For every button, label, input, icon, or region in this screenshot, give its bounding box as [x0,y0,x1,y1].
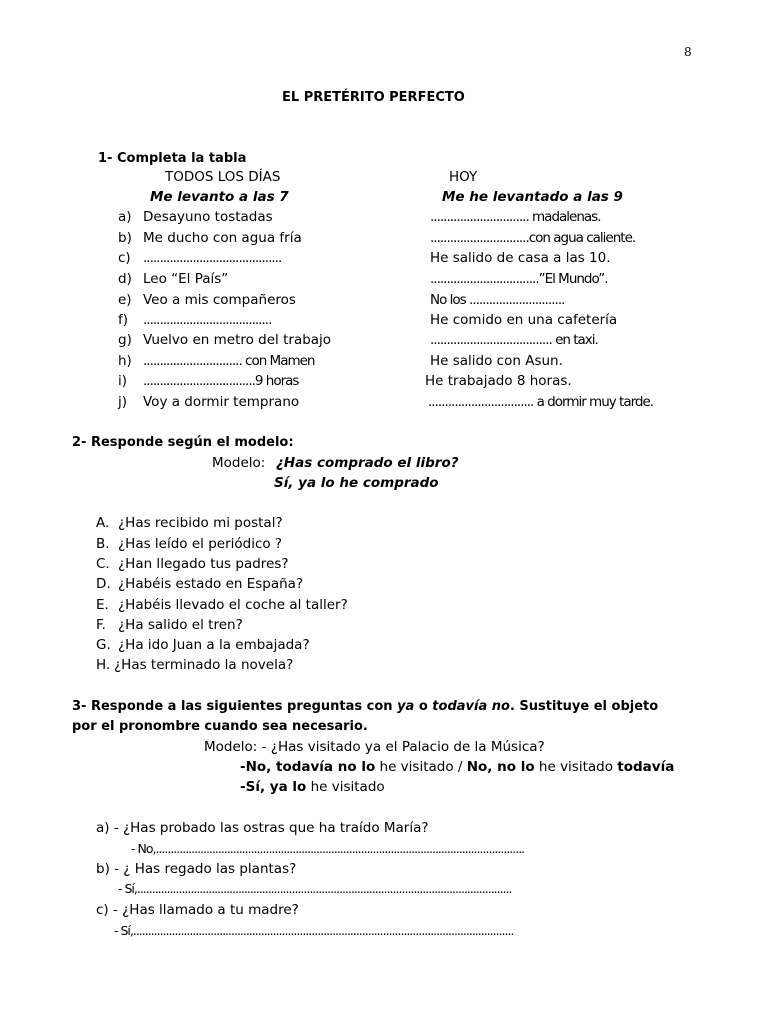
list-item: ¿Habéis estado en España? [118,576,304,592]
table-row-letter: c) [118,250,131,266]
column-header-hoy: HOY [449,169,478,185]
model-line: Modelo: - ¿Has visitado ya el Palacio de la Música? [204,739,545,755]
model-right: Me he levantado a las 9 [442,189,623,205]
answer-part-bold: todavía [617,759,675,775]
table-row-letter: b) [118,230,132,246]
model-question: ¿Has comprado el libro? [276,455,459,471]
answer-part-bold: -Sí, ya lo [240,779,307,795]
section-3-heading-part: o [414,699,433,714]
answer-part-bold: -No, todavía no lo [240,759,376,775]
table-row-right: ................................ a dormir muy tarde. [428,394,654,410]
section-1-heading: 1- Completa la tabla [98,151,247,166]
list-item-letter: H. [96,657,111,673]
list-item: ¿Has recibido mi postal? [118,515,283,531]
table-row-letter: a) [118,209,132,225]
column-header-todos-los-dias: TODOS LOS DÍAS [165,169,281,185]
table-row-left: ..................................9 horas [143,373,299,389]
answer-part: he visitado [306,779,385,795]
list-item: ¿Ha salido el tren? [118,617,243,633]
table-row-left: Voy a dormir temprano [143,394,300,410]
answer-part-bold: No, no lo [466,759,535,775]
section-3-heading [72,700,658,713]
model-answer-positive [240,781,385,795]
table-row-letter: e) [118,292,132,308]
list-item-letter: E. [96,597,109,613]
table-row-left: .............................. con Mamen [143,353,315,369]
table-row-right: No los ............................. [430,292,565,308]
page-number: 8 [684,45,692,59]
list-item-letter: F. [96,617,106,633]
list-item: ¿Han llegado tus padres? [118,556,289,572]
table-row-right: He comido en una cafetería [430,312,618,328]
model-label: Modelo: [212,455,266,471]
section-3-heading-part: . Sustituye el objeto [509,699,659,714]
list-item-letter: G. [96,637,111,653]
table-row-right: .................................”El Mundo”. [430,271,608,287]
table-row-letter: h) [118,353,132,369]
table-row-letter: j) [118,394,128,410]
table-row-left: Veo a mis compañeros [143,292,296,308]
table-row-letter: g) [118,332,132,348]
section-3-heading-part: 3- Responde a las siguientes preguntas con [72,699,398,714]
table-row-left: Leo “El País” [143,271,229,287]
question-item: a) - ¿Has probado las ostras que ha traído María? [96,820,429,836]
section-3-heading-line2: por el pronombre cuando sea necesario. [72,719,368,734]
question-item: b) - ¿ Has regado las plantas? [96,861,297,877]
table-row-letter: f) [118,312,129,328]
answer-part: he visitado / [375,759,467,775]
section-2-heading: 2- Responde según el modelo: [72,435,294,450]
list-item-letter: A. [96,515,110,531]
list-item-letter: C. [96,556,110,572]
keyword-ya: ya [397,699,415,714]
answer-part: he visitado [534,759,618,775]
list-item: ¿Has leído el periódico ? [118,536,283,552]
table-row-letter: i) [118,373,128,389]
page-title: EL PRETÉRITO PERFECTO [282,90,465,105]
model-answer-negative [240,761,674,775]
table-row-left: Me ducho con agua fría [143,230,302,246]
model-answer: Sí, ya lo he comprado [274,475,439,491]
list-item: ¿Ha ido Juan a la embajada? [118,637,310,653]
table-row-right: .............................. madalenas. [430,209,601,225]
table-row-right: He salido de casa a las 10. [430,250,611,266]
table-row-right: He trabajado 8 horas. [425,373,572,389]
table-row-letter: d) [118,271,132,287]
answer-line: - Sí,................................................................................................................................ [114,923,514,938]
list-item: ¿Habéis llevado el coche al taller? [118,597,348,613]
table-row-right: ..................................... en taxi. [430,332,598,348]
table-row-right: ..............................con agua caliente. [430,230,636,246]
table-row-left: Desayuno tostadas [143,209,273,225]
keyword-todavia-no: todavía no [432,699,510,714]
table-row-left: Vuelvo en metro del trabajo [143,332,332,348]
table-row-right: He salido con Asun. [430,353,563,369]
list-item: ¿Has terminado la novela? [114,657,294,673]
answer-line: - No,............................................................................................................................ [131,841,525,856]
table-row-left: ....................................... [143,312,272,328]
model-left: Me levanto a las 7 [150,189,289,205]
question-item: c) - ¿Has llamado a tu madre? [96,902,299,918]
list-item-letter: D. [96,576,111,592]
answer-line: - Sí,.............................................................................................................................. [118,881,512,896]
table-row-left: .......................................... [143,250,282,266]
list-item-letter: B. [96,536,110,552]
